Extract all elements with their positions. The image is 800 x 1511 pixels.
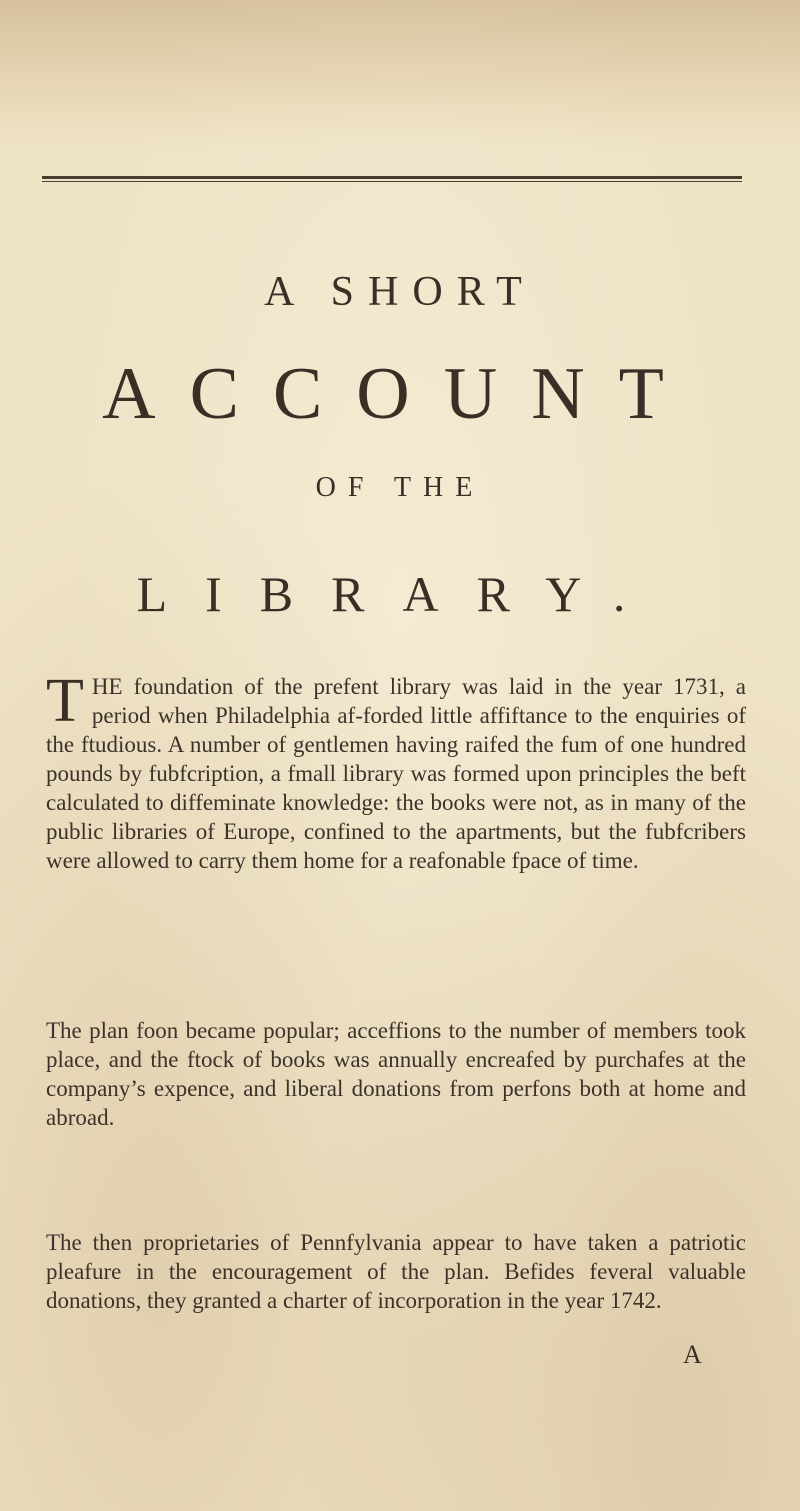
title-line-4: LIBRARY. [136,566,664,622]
title-line-1: A SHORT [264,269,536,315]
paragraph-3 [46,1228,746,1315]
paragraph-2 [46,1016,746,1132]
decorative-rule [42,176,742,182]
title-line-2: ACCOUNT [102,353,698,435]
drop-cap: T [46,667,84,735]
decorative-header-band [0,0,800,150]
paragraph-1-text: HE foundation of the prefent library was laid in the year 1731, a period when Philadelphia af-forded little affiftance to the enquiries of the ftudious. A number of gentlemen having raifed the fum of one hundred pounds by fubfcription, a fmall library was formed upon principles the beft calculated to diffeminate knowledge: the books were not, as in many of the public libraries of Europe, confined to the apartments, but the fubfcribers were allowed to carry them home for a reafonable fpace of time. [46,674,746,873]
paragraph-2-text: The plan foon became popular; acceffions to the number of members took place, and the ftock of books was annually encreafed by purchafes at the company’s expence, and liberal donations from perfons both at home and abroad. [46,1018,746,1130]
paragraph-3-text: The then proprietaries of Pennfylvania appear to have taken a patriotic pleafure in the encouragement of the plan. Befides feveral valuable donations, they granted a charter of incorporation in the year 1742. [46,1230,746,1313]
catchword: A [683,1340,702,1369]
title-line-3: OF THE [315,472,485,503]
paragraph-1 [46,667,746,875]
